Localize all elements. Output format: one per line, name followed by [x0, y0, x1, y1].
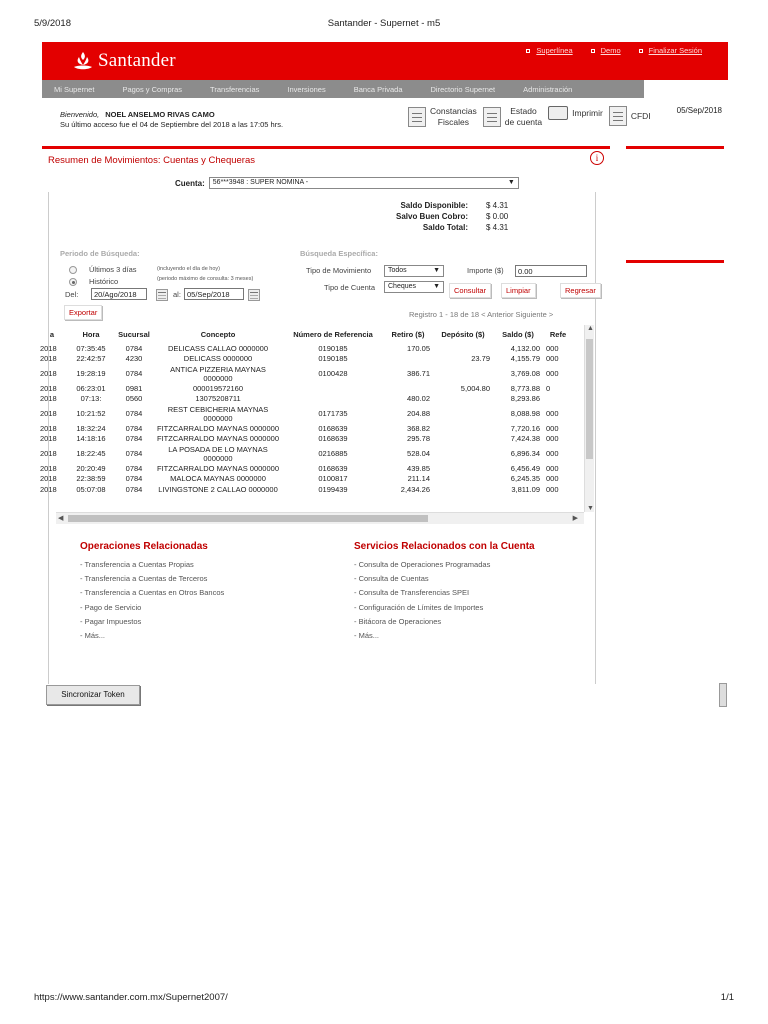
calendar-icon[interactable]	[156, 289, 168, 301]
col-saldo[interactable]: Saldo ($)	[502, 329, 534, 339]
estado-cuenta-button[interactable]: Estado de cuenta	[483, 106, 542, 128]
servicios-title: Servicios Relacionados con la Cuenta	[354, 541, 535, 552]
tipo-movimiento-select[interactable]: Todos ▼	[384, 265, 444, 277]
scroll-thumb[interactable]	[586, 339, 593, 459]
print-url: https://www.santander.com.mx/Supernet2007/	[34, 992, 228, 1003]
table-row[interactable]: 2018 18:22:45 0784 LA POSADA DE LO MAYNAS 0000000 0216885 528.04 6,896.34 000	[40, 444, 559, 463]
movements-table-container	[40, 325, 595, 525]
date-to-input[interactable]: 05/Sep/2018	[184, 288, 244, 300]
table-row[interactable]: 2018 07:35:45 0784 DELICASS CALLAO 0000000 0190185 170.05 4,132.00 000	[40, 343, 559, 353]
tipo-cuenta-select[interactable]: Cheques ▼	[384, 281, 444, 293]
operaciones-list	[80, 558, 224, 643]
link-bitacora[interactable]: - Bitácora de Operaciones	[354, 616, 442, 626]
main-nav	[42, 80, 644, 98]
table-row[interactable]: 2018 22:38:59 0784 MALOCA MAYNAS 0000000 0100817 211.14 6,245.35 000	[40, 474, 559, 484]
dropdown-arrow-icon: ▼	[433, 283, 440, 290]
link-pagar-impuestos[interactable]: - Pagar Impuestos	[80, 616, 142, 626]
table-row[interactable]: 2018 10:21:52 0784 REST CEBICHERIA MAYNAS 0000000 0171735 204.88 8,088.98 000	[40, 404, 559, 423]
link-transferencia-otros-bancos[interactable]: - Transferencia a Cuentas en Otros Bancos	[80, 588, 225, 598]
col-refe[interactable]: Refe	[549, 329, 567, 339]
search-filters: Periodo de Búsqueda: Búsqueda Específica: Últimos 3 días (incluyendo el día de hoy) Histórico (periodo máximo de consulta: 3 meses) Del: 20/Ago/2018 al: 05/Sep/2018 Tipo de Movimiento Todos ▼ Importe ($) 0.00 Tipo de Cuenta Cheques ▼ Consultar Limpiar Regresar	[58, 245, 594, 303]
brand-name: Santander	[98, 50, 176, 71]
consultar-button[interactable]: Consultar	[449, 283, 491, 298]
vertical-scrollbar[interactable]	[584, 325, 594, 512]
movements-table	[37, 325, 573, 495]
last-access: Su último acceso fue el 04 de Septiembre del 2018 a las 17:05 hrs.	[60, 120, 284, 129]
table-row[interactable]: 2018 18:32:24 0784 FITZCARRALDO MAYNAS 0000000 0168639 368.82 7,720.16 000	[40, 423, 559, 433]
link-mas-servicios[interactable]: - Más...	[354, 631, 380, 641]
side-handle[interactable]	[719, 683, 727, 707]
col-fecha[interactable]: a	[49, 329, 55, 339]
date-from-input[interactable]: 20/Ago/2018	[91, 288, 147, 300]
busqueda-label: Búsqueda Específica:	[300, 249, 378, 258]
link-transferencia-propias[interactable]: - Transferencia a Cuentas Propias	[80, 560, 194, 569]
divider	[626, 260, 724, 263]
document-icon	[408, 107, 426, 127]
scroll-right-icon[interactable]: ▶	[572, 515, 578, 522]
operaciones-title: Operaciones Relacionadas	[80, 541, 208, 552]
scroll-left-icon[interactable]: ◀	[58, 515, 64, 522]
page-title: Resumen de Movimientos: Cuentas y Chequeras	[48, 155, 255, 166]
col-referencia[interactable]: Número de Referencia	[293, 329, 373, 339]
table-row[interactable]: 2018 14:18:16 0784 FITZCARRALDO MAYNAS 0000000 0168639 295.78 7,424.38 000	[40, 434, 559, 444]
scroll-up-icon[interactable]: ▲	[587, 325, 594, 332]
quick-actions	[408, 106, 657, 128]
imprimir-button[interactable]: Imprimir	[548, 106, 603, 120]
bullet-icon	[526, 49, 530, 53]
demo-link[interactable]: Demo	[591, 46, 621, 55]
cfdi-button[interactable]: CFDI	[609, 106, 651, 126]
radio-ultimos-3-dias[interactable]	[69, 266, 77, 274]
radio-historico[interactable]	[69, 278, 77, 286]
nav-item-mi-supernet[interactable]: Mi Supernet	[54, 84, 95, 94]
table-row[interactable]: 2018 22:42:57 4230 DELICASS 0000000 0190185 23.79 4,155.79 000	[40, 354, 559, 364]
scroll-thumb[interactable]	[68, 515, 428, 522]
table-header-row	[37, 325, 573, 343]
print-title: Santander - Supernet - m5	[327, 18, 441, 29]
dropdown-arrow-icon: ▼	[507, 179, 515, 186]
nav-item-pagos[interactable]: Pagos y Compras	[122, 84, 183, 94]
header-banner	[42, 42, 728, 80]
divider	[626, 146, 724, 149]
print-footer	[34, 992, 734, 1004]
calendar-icon[interactable]	[248, 289, 260, 301]
col-deposito[interactable]: Depósito ($)	[441, 329, 485, 339]
periodo-label: Periodo de Búsqueda:	[60, 249, 140, 258]
exportar-button[interactable]: Exportar	[64, 305, 102, 320]
col-concepto[interactable]: Concepto	[200, 329, 236, 339]
greeting: Bienvenido,	[60, 110, 100, 119]
statement-icon	[483, 107, 501, 127]
link-limites-importes[interactable]: - Configuración de Límites de Importes	[354, 602, 484, 612]
importe-input[interactable]: 0.00	[515, 265, 587, 277]
printer-icon	[548, 106, 568, 120]
table-row[interactable]: 2018 05:07:08 0784 LIVINGSTONE 2 CALLAO 0000000 0199439 2,434.26 3,811.09 000	[40, 484, 559, 494]
col-hora[interactable]: Hora	[82, 329, 100, 339]
divider	[42, 146, 610, 149]
table-row[interactable]: 2018 07:13: 0560 13075208711 480.02 8,293.86	[40, 394, 540, 404]
print-date: 5/9/2018	[34, 18, 71, 29]
dropdown-arrow-icon: ▼	[433, 267, 440, 274]
account-selector-row	[175, 177, 519, 189]
print-header	[34, 18, 734, 32]
link-transferencia-terceros[interactable]: - Transferencia a Cuentas de Terceros	[80, 574, 208, 584]
bullet-icon	[591, 49, 595, 53]
balance-summary: Saldo Disponible: $ 4.31 Salvo Buen Cobro: $ 0.00 Saldo Total: $ 4.31	[395, 201, 509, 232]
pagination[interactable]: Registro 1 - 18 de 18 < Anterior Siguiente >	[409, 310, 554, 319]
table-row[interactable]: 2018 06:23:01 0981 000019572160 5,004.80 8,773.88 0	[40, 383, 551, 393]
link-consulta-cuentas[interactable]: - Consulta de Cuentas	[354, 574, 429, 584]
logout-link[interactable]: Finalizar Sesión	[639, 46, 702, 55]
nav-item-directorio[interactable]: Directorio Supernet	[430, 84, 496, 94]
limpiar-button[interactable]: Limpiar	[501, 283, 536, 298]
link-consulta-spei[interactable]: - Consulta de Transferencias SPEI	[354, 588, 470, 598]
sync-token-button[interactable]: Sincronizar Token	[46, 685, 140, 705]
flame-icon	[72, 50, 94, 72]
welcome-box	[60, 110, 283, 130]
account-select[interactable]: 56***3948 : SUPER NOMINA - ▼	[209, 177, 519, 189]
link-pago-servicio[interactable]: - Pago de Servicio	[80, 602, 142, 612]
bullet-icon	[639, 49, 643, 53]
table-row[interactable]: 2018 19:28:19 0784 ANTICA PIZZERIA MAYNAS 0000000 0100428 386.71 3,769.08 000	[40, 364, 559, 383]
nav-item-transferencias[interactable]: Transferencias	[210, 84, 260, 94]
col-sucursal[interactable]: Sucursal	[118, 329, 150, 339]
nav-item-banca-privada[interactable]: Banca Privada	[353, 84, 403, 94]
regresar-button[interactable]: Regresar	[560, 283, 601, 298]
user-name: NOEL ANSELMO RIVAS CAMO	[105, 110, 215, 119]
link-mas-operaciones[interactable]: - Más...	[80, 631, 106, 641]
horizontal-scrollbar[interactable]	[56, 512, 584, 524]
current-date: 05/Sep/2018	[676, 106, 722, 115]
superlinea-link[interactable]: Superlínea	[526, 46, 572, 55]
print-pages: 1/1	[720, 992, 734, 1003]
top-links	[526, 46, 702, 55]
link-operaciones-programadas[interactable]: - Consulta de Operaciones Programadas	[354, 560, 491, 569]
servicios-list	[354, 558, 490, 643]
nav-item-administracion[interactable]: Administración	[523, 84, 573, 94]
col-retiro[interactable]: Retiro ($)	[391, 329, 425, 339]
cuenta-label: Cuenta:	[175, 178, 205, 188]
santander-logo[interactable]	[72, 50, 176, 72]
constancias-fiscales-button[interactable]: Constancias Fiscales	[408, 106, 477, 128]
cfdi-icon	[609, 106, 627, 126]
table-row[interactable]: 2018 20:20:49 0784 FITZCARRALDO MAYNAS 0000000 0168639 439.85 6,456.49 000	[40, 463, 559, 473]
nav-item-inversiones[interactable]: Inversiones	[287, 84, 326, 94]
scroll-down-icon[interactable]: ▼	[587, 505, 594, 512]
info-icon[interactable]: i	[590, 151, 604, 165]
